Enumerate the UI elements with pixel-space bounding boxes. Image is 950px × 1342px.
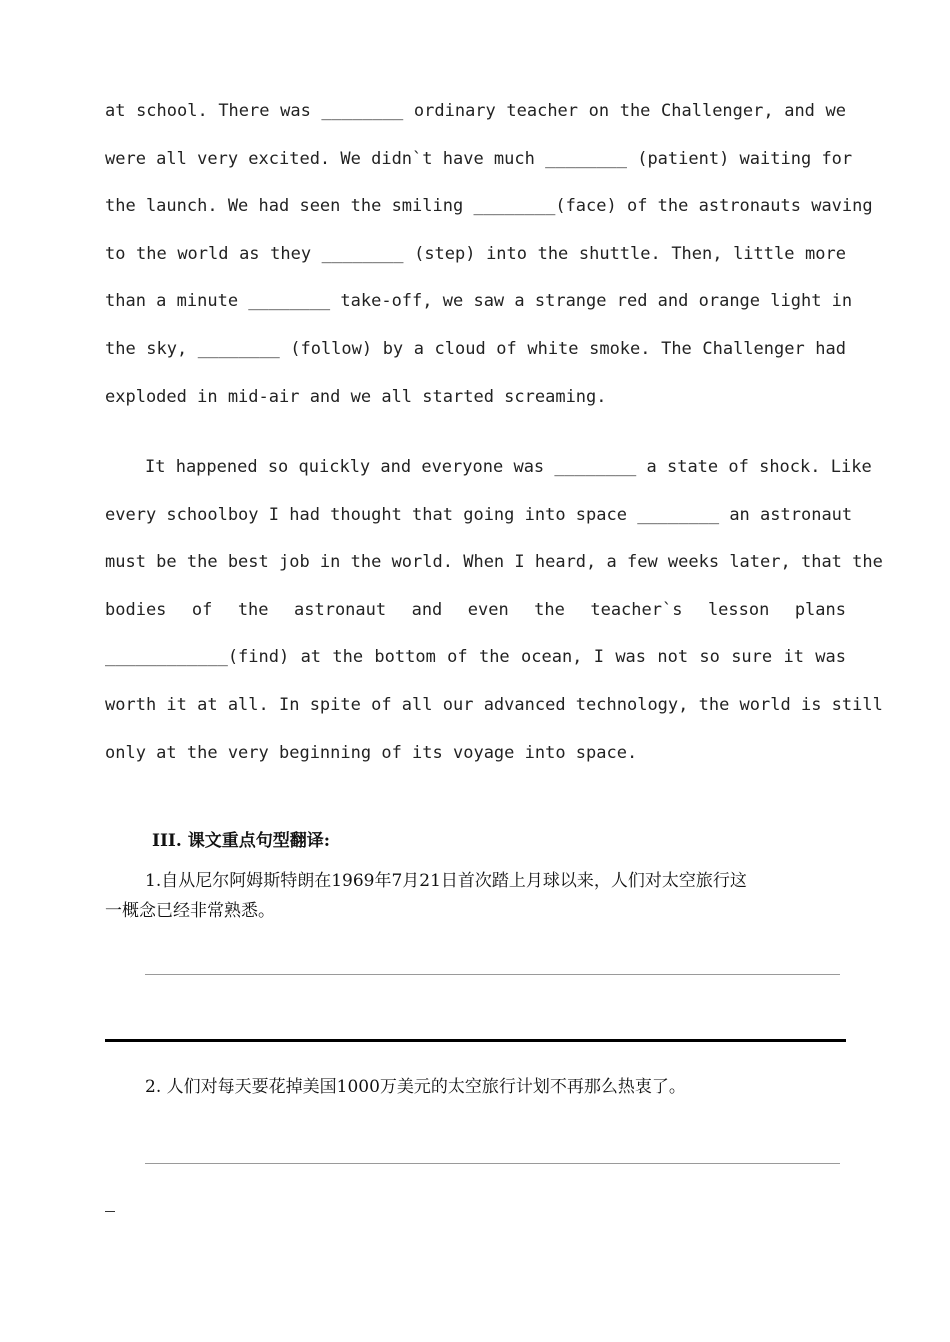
trailing-dash bbox=[105, 1211, 115, 1212]
passage-line: at school. There was ________ ordinary teacher on the Challenger, and we bbox=[105, 101, 846, 121]
passage-line: than a minute ________ take-off, we saw a strange red and orange light in bbox=[105, 291, 853, 312]
passage-line: every schoolboy I had thought that going into space ________ an astronaut bbox=[105, 504, 853, 525]
answer-line-2[interactable] bbox=[145, 1163, 840, 1164]
passage-line: ____________(find) at the bottom of the ocean, I was not so sure it was bbox=[105, 647, 846, 668]
passage-line: were all very excited. We didn`t have much ________ (patient) waiting for bbox=[105, 148, 853, 169]
passage-paragraph-1 bbox=[105, 100, 873, 433]
passage-line: must be the best job in the world. When I heard, a few weeks later, that the bbox=[105, 552, 883, 573]
section-heading: III. 课文重点句型翻译: bbox=[152, 831, 330, 851]
passage-line: worth it at all. In spite of all our advanced technology, the world is still bbox=[105, 694, 883, 715]
passage-line: exploded in mid-air and we all started screaming. bbox=[105, 386, 607, 407]
question-1-line-2: 一概念已经非常熟悉。 bbox=[105, 901, 275, 921]
question-1-line-1: 1.自从尼尔阿姆斯特朗在1969年7月21日首次踏上月球以来，人们对太空旅行这 bbox=[145, 871, 747, 891]
answer-line-1[interactable] bbox=[145, 974, 840, 975]
translation-question-1 bbox=[105, 866, 846, 926]
passage-line: to the world as they ________ (step) into the shuttle. Then, little more bbox=[105, 243, 846, 264]
passage-line: bodies of the astronaut and even the teacher`s lesson plans bbox=[105, 599, 846, 620]
section-divider bbox=[105, 1039, 846, 1042]
passage-line: only at the very beginning of its voyage into space. bbox=[105, 742, 638, 763]
translation-question-2: 2. 人们对每天要花掉美国1000万美元的太空旅行计划不再那么热衷了。 bbox=[145, 1077, 686, 1097]
passage-line: the sky, ________ (follow) by a cloud of white smoke. The Challenger had bbox=[105, 338, 846, 359]
passage-paragraph-2 bbox=[105, 456, 883, 789]
passage-line: the launch. We had seen the smiling ________(face) of the astronauts waving bbox=[105, 196, 873, 217]
passage-line: It happened so quickly and everyone was ________ a state of shock. Like bbox=[145, 457, 872, 477]
